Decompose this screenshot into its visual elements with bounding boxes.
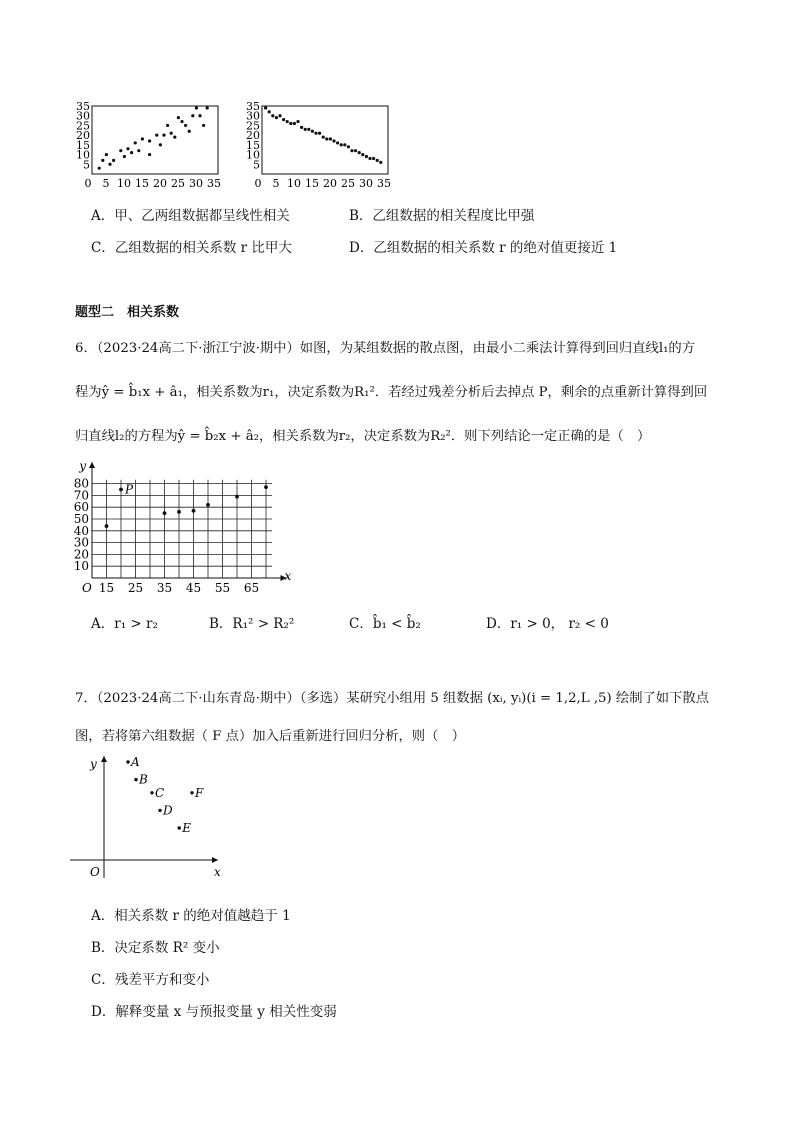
jia-point xyxy=(101,159,104,162)
q6-point xyxy=(105,524,109,528)
jia-point xyxy=(108,163,111,166)
yi-ytick: 5 xyxy=(253,158,260,172)
yi-ytick: 35 xyxy=(246,100,260,113)
q6-point xyxy=(119,488,123,492)
jia-ytick: 10 xyxy=(76,148,90,162)
yi-point xyxy=(278,114,281,117)
yi-point xyxy=(300,126,303,129)
q6-option-d: D．r₁ > 0， r₂ < 0 xyxy=(486,616,609,632)
yi-point xyxy=(347,145,350,148)
q7-point-label-a: A xyxy=(131,755,140,769)
q6-point xyxy=(177,510,181,514)
jia-point xyxy=(177,116,180,119)
q7-point-e xyxy=(178,826,181,829)
yi-point xyxy=(340,143,343,146)
q6-y-arrow xyxy=(89,462,95,468)
yi-point xyxy=(372,157,375,160)
yi-ytick: 10 xyxy=(246,148,260,162)
yi-point xyxy=(376,159,379,162)
q7-point-label-f: F xyxy=(195,785,204,800)
q6-ytick: 60 xyxy=(73,500,89,515)
jia-xtick: 20 xyxy=(153,177,167,190)
jia-point xyxy=(159,143,162,146)
q7-line-1: 7．（2023·24高二下·山东青岛·期中）（多选）某研究小组用 5 组数据 (xᵢ, yᵢ)(i = 1,2,L ,5) 绘制了如下散点 xyxy=(75,691,709,706)
yi-point xyxy=(368,157,371,160)
yi-xtick: 10 xyxy=(287,177,301,190)
q6-point xyxy=(264,485,268,489)
jia-point xyxy=(98,167,101,170)
jia-point xyxy=(198,114,201,117)
q6-point xyxy=(192,509,196,513)
jia-xtick: 15 xyxy=(135,177,149,190)
q7-option-b: B．决定系数 R² 变小 xyxy=(91,940,220,956)
jia-ytick: 25 xyxy=(76,119,90,133)
jia-point xyxy=(141,137,144,140)
jia-point xyxy=(123,155,126,158)
q5-option-a: A．甲、乙两组数据都呈线性相关 xyxy=(91,208,290,224)
jia-point xyxy=(148,139,151,142)
q6-point xyxy=(163,511,167,515)
yi-xtick: 20 xyxy=(323,177,337,190)
yi-point xyxy=(293,122,296,125)
jia-point xyxy=(134,141,137,144)
q6-point xyxy=(235,495,239,499)
yi-point xyxy=(271,114,274,117)
jia-ytick: 30 xyxy=(76,109,90,123)
q6-ytick: 10 xyxy=(73,559,89,574)
q6-x-label: x xyxy=(284,569,292,583)
q6-ytick: 20 xyxy=(73,547,89,562)
q6-option-a: A．r₁ > r₂ xyxy=(91,616,158,632)
yi-point xyxy=(314,132,317,135)
yi-point xyxy=(365,155,368,158)
jia-ytick: 20 xyxy=(76,129,90,143)
jia-xtick: 5 xyxy=(102,177,110,190)
jia-point xyxy=(137,149,140,152)
q6-y-label: y xyxy=(79,459,86,473)
q7-point-f xyxy=(190,791,193,794)
jia-point xyxy=(202,124,205,127)
q5-option-d: D．乙组数据的相关系数 r 的绝对值更接近 1 xyxy=(349,240,618,256)
q7-point-label-b: B xyxy=(139,772,148,787)
jia-xtick: 30 xyxy=(189,177,203,190)
yi-xtick: 0 xyxy=(254,177,262,190)
yi-point xyxy=(282,118,285,121)
jia-ytick: 15 xyxy=(76,138,90,152)
q7-point-a xyxy=(126,760,129,763)
yi-point xyxy=(307,128,310,131)
yi-point xyxy=(264,106,267,109)
q7-point-d xyxy=(158,809,161,812)
jia-ytick: 5 xyxy=(83,158,90,172)
q6-line-3: 归直线l₂的方程为ŷ = b̂₂x + â₂，相关系数为r₂，决定系数为R₂²．则下列结论一定正确的是（ ） xyxy=(75,429,651,444)
q7-point-label-d: D xyxy=(163,803,173,818)
q6-ytick: 30 xyxy=(73,535,89,550)
yi-xtick: 15 xyxy=(305,177,319,190)
q6-xtick: 45 xyxy=(185,581,202,595)
yi-point xyxy=(329,137,332,140)
q6-ytick: 50 xyxy=(73,512,89,526)
q6-scatter-chart xyxy=(72,458,292,598)
q5-option-b: B．乙组数据的相关程度比甲强 xyxy=(349,208,535,224)
yi-xtick: 30 xyxy=(359,177,373,190)
jia-xtick: 35 xyxy=(207,177,221,190)
yi-point xyxy=(332,139,335,142)
scatter-chart-yi xyxy=(240,98,400,194)
jia-point xyxy=(119,149,122,152)
q7-option-d: D．解释变量 x 与预报变量 y 相关性变弱 xyxy=(91,1004,337,1020)
q5-option-c: C．乙组数据的相关系数 r 比甲大 xyxy=(91,240,292,256)
q6-line-2: 程为ŷ = b̂₁x + â₁，相关系数为r₁，决定系数为R₁²．若经过残差分析后去掉点 P，剩余的点重新计算得到回 xyxy=(75,385,708,400)
q7-option-a: A．相关系数 r 的绝对值越趋于 1 xyxy=(91,908,291,924)
yi-point xyxy=(361,153,364,156)
jia-point xyxy=(188,130,191,133)
yi-point xyxy=(322,135,325,138)
q7-y-label: y xyxy=(90,757,97,771)
yi-xtick: 25 xyxy=(341,177,355,190)
q6-origin-label: O xyxy=(82,581,92,595)
jia-point xyxy=(184,124,187,127)
yi-xtick: 35 xyxy=(377,177,391,190)
yi-point xyxy=(343,143,346,146)
yi-point xyxy=(289,122,292,125)
q7-point-label-e: E xyxy=(182,821,191,835)
jia-point xyxy=(195,106,198,109)
jia-xtick: 0 xyxy=(84,177,92,190)
jia-point xyxy=(173,135,176,138)
yi-point xyxy=(350,149,353,152)
q6-point-label-p: P xyxy=(125,482,134,497)
q7-origin-label: O xyxy=(90,865,100,879)
jia-point xyxy=(206,106,209,109)
yi-point xyxy=(325,137,328,140)
yi-ytick: 25 xyxy=(246,119,260,133)
jia-point xyxy=(148,153,151,156)
q6-option-c: C．b̂₁ < b̂₂ xyxy=(349,616,421,632)
jia-xtick: 10 xyxy=(117,177,131,190)
jia-point xyxy=(126,147,129,150)
yi-point xyxy=(286,120,289,123)
q7-x-label: x xyxy=(214,865,221,879)
section-title: 题型二 相关系数 xyxy=(75,305,180,320)
jia-point xyxy=(130,151,133,154)
q7-scatter-chart xyxy=(68,752,228,880)
yi-point xyxy=(311,130,314,133)
q6-ytick: 40 xyxy=(73,523,89,538)
jia-point xyxy=(191,114,194,117)
yi-point xyxy=(296,120,299,123)
yi-point xyxy=(336,141,339,144)
jia-point xyxy=(155,134,158,137)
q6-xtick: 25 xyxy=(127,581,144,595)
q6-xtick: 65 xyxy=(243,581,260,595)
jia-xtick: 25 xyxy=(171,177,185,190)
q7-y-arrow xyxy=(101,756,107,762)
q6-xtick: 55 xyxy=(214,581,231,595)
jia-point xyxy=(166,124,169,127)
q7-point-label-c: C xyxy=(155,785,165,800)
yi-point xyxy=(275,116,278,119)
q6-ytick: 70 xyxy=(73,488,89,503)
yi-point xyxy=(318,132,321,135)
yi-ytick: 15 xyxy=(246,138,260,152)
q6-xtick: 35 xyxy=(156,581,173,595)
jia-point xyxy=(105,153,108,156)
yi-point xyxy=(268,110,271,113)
yi-xtick: 5 xyxy=(272,177,280,190)
yi-point xyxy=(379,161,382,164)
q7-point-b xyxy=(134,778,137,781)
q7-x-arrow xyxy=(212,857,218,863)
q6-ytick: 80 xyxy=(73,476,89,491)
jia-point xyxy=(180,120,183,123)
q6-line-1: 6．（2023·24高二下·浙江宁波·期中）如图，为某组数据的散点图，由最小二乘法计算得到回归直线l₁的方 xyxy=(75,341,696,356)
yi-ytick: 30 xyxy=(246,109,260,123)
q6-option-b: B．R₁² > R₂² xyxy=(209,616,295,632)
yi-ytick: 20 xyxy=(246,129,260,143)
q6-point xyxy=(206,503,210,507)
jia-ytick: 35 xyxy=(76,100,90,113)
q7-option-c: C．残差平方和变小 xyxy=(91,972,210,988)
yi-point xyxy=(358,151,361,154)
scatter-chart-jia xyxy=(70,98,230,194)
yi-point xyxy=(354,149,357,152)
jia-point xyxy=(112,159,115,162)
jia-point xyxy=(162,134,165,137)
jia-point xyxy=(170,132,173,135)
q6-xtick: 15 xyxy=(98,581,115,595)
q7-point-c xyxy=(150,791,153,794)
yi-point xyxy=(304,128,307,131)
q7-line-2: 图，若将第六组数据（ F 点）加入后重新进行回归分析，则（ ） xyxy=(75,729,465,744)
